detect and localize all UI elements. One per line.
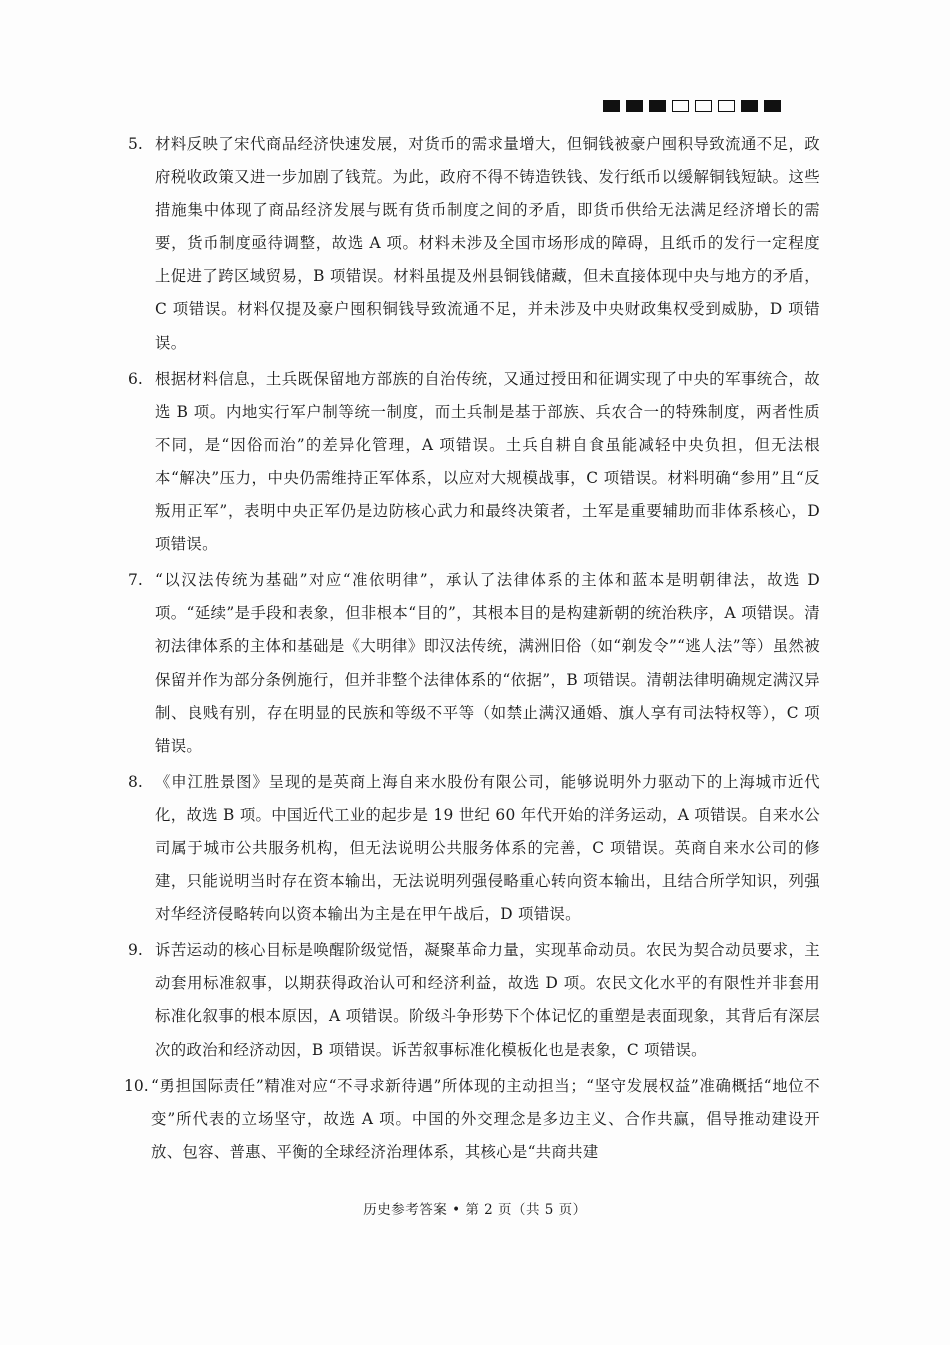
answer-explanation: 诉苦运动的核心目标是唤醒阶级觉悟，凝聚革命力量，实现革命动员。农民为契合动员要求，主动套用标准叙事，以期获得政治认可和经济利益，故选 D 项。农民文化水平的有限性并非套用标准化叙事的根本原因，A 项错误。阶级斗争形势下个体记忆的重塑是表面现象，其背后有深层次的政治和经济动因，B 项错误。诉苦叙事标准化模板化也是表象，C 项错误。 — [155, 941, 820, 1059]
header-mark — [718, 100, 735, 112]
answer-number: 10. — [124, 1076, 149, 1095]
answer-item-8 — [128, 766, 820, 931]
answer-explanation: “勇担国际责任”精准对应“不寻求新待遇”所体现的主动担当；“坚守发展权益”准确概括“地位不变”所代表的立场坚守，故选 A 项。中国的外交理念是多边主义、合作共赢，倡导推动建设开放、包容、普惠、平衡的全球经济治理体系，其核心是“共商共建 — [151, 1076, 820, 1161]
answer-item-7 — [128, 564, 820, 763]
header-mark — [695, 100, 712, 112]
header-mark — [741, 100, 758, 112]
answer-number: 8. — [128, 772, 143, 791]
header-mark — [603, 100, 620, 112]
header-mark — [626, 100, 643, 112]
answer-explanation: 《申江胜景图》呈现的是英商上海自来水股份有限公司，能够说明外力驱动下的上海城市近代化，故选 B 项。中国近代工业的起步是 19 世纪 60 年代开始的洋务运动，A 项错误。自来水公司属于城市公共服务机构，但无法说明公共服务体系的完善，C 项错误。英商自来水公司的修建，只能说明当时存在资本输出，无法说明列强侵略重心转向资本输出，且结合所学知识，列强对华经济侵略转向以资本输出为主是在甲午战后，D 项错误。 — [155, 772, 820, 924]
answer-number: 7. — [128, 571, 143, 590]
answer-number: 5. — [128, 135, 143, 153]
header-mark — [764, 100, 781, 112]
answer-number: 6. — [128, 369, 143, 388]
answer-item-10 — [124, 1070, 820, 1169]
answer-number: 9. — [128, 941, 143, 960]
header-mark — [672, 100, 689, 112]
answer-explanation: 根据材料信息，土兵既保留地方部族的自治传统，又通过授田和征调实现了中央的军事统合，故选 B 项。内地实行军户制等统一制度，而土兵制是基于部族、兵农合一的特殊制度，两者性质不同，是“因俗而治”的差异化管理，A 项错误。土兵自耕自食虽能减轻中央负担，但无法根本“解决”压力，中央仍需维持正军体系，以应对大规模战事，C 项错误。材料明确“参用”且“反叛用正军”，表明中央正军仍是边防核心武力和最终决策者，土军是重要辅助而非体系核心，D 项错误。 — [155, 369, 820, 554]
answer-list — [124, 128, 820, 1172]
header-marks — [603, 100, 781, 112]
answer-item-9 — [128, 934, 820, 1066]
answer-item-6 — [128, 363, 820, 562]
answer-item-5 — [128, 128, 820, 360]
page-footer: 历史参考答案 • 第 2 页（共 5 页） — [363, 1202, 587, 1218]
answer-explanation: “以汉法传统为基础”对应“准依明律”，承认了法律体系的主体和蓝本是明朝律法，故选 D 项。“延续”是手段和表象，但非根本“目的”，其根本目的是构建新朝的统治秩序，A 项错误。清初法律体系的主体和基础是《大明律》即汉法传统，满洲旧俗（如“剃发令”“逃人法”等）虽然被保留并作为部分条例施行，但并非整个法律体系的“依据”，B 项错误。清朝法律明确规定满汉异制、良贱有别，存在明显的民族和等级不平等（如禁止满汉通婚、旗人享有司法特权等），C 项错误。 — [155, 571, 820, 755]
header-mark — [649, 100, 666, 112]
answer-explanation: 材料反映了宋代商品经济快速发展，对货币的需求量增大，但铜钱被豪户囤积导致流通不足，政府税收政策又进一步加剧了钱荒。为此，政府不得不铸造铁钱、发行纸币以缓解铜钱短缺。这些措施集中体现了商品经济发展与既有货币制度之间的矛盾，即货币供给无法满足经济增长的需要，货币制度亟待调整，故选 A 项。材料未涉及全国市场形成的障碍，且纸币的发行一定程度上促进了跨区域贸易，B 项错误。材料虽提及州县铜钱储藏，但未直接体现中央与地方的矛盾，C 项错误。材料仅提及豪户囤积铜钱导致流通不足，并未涉及中央财政集权受到威胁，D 项错误。 — [155, 135, 820, 352]
